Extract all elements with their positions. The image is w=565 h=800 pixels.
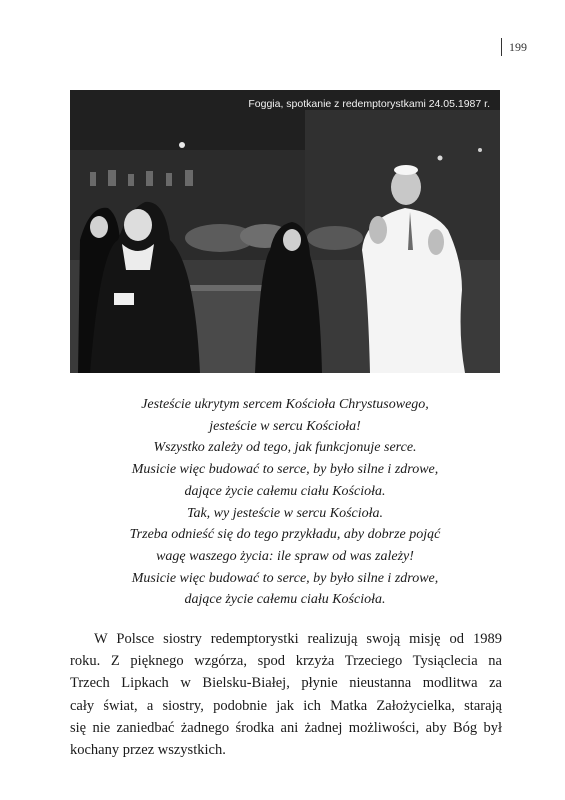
poem-line: dające życie całemu ciału Kościoła. (184, 483, 386, 499)
poem-quote (70, 394, 500, 611)
poem-line: Trzeba odnieść się do tego przykładu, aby dobrze pojąć (129, 527, 441, 543)
paragraph-line: W Polsce siostry redemptorystki realizują swoją misję od 1989 (94, 631, 502, 647)
poem-line: Tak, wy jesteście w sercu Kościoła. (186, 505, 384, 521)
poem-line: Jesteście ukrytym sercem Kościoła Chrystusowego, (141, 397, 429, 412)
photo-image (70, 90, 500, 373)
poem-line: wagę waszego życia: ile spraw od was zależy! (156, 548, 414, 564)
poem-line: jesteście w sercu Kościoła! (209, 418, 361, 434)
body-paragraph (70, 628, 502, 761)
photo-caption: Foggia, spotkanie z redemptorystkami 24.05.1987 r. (248, 98, 490, 110)
poem-line: Wszystko zależy od tego, jak funkcjonuje serce. (153, 440, 417, 456)
paragraph-line: się nie zaniedbać żadnego środka ani żadnej możliwości, aby Bóg był (70, 719, 502, 736)
poem-line: dające życie całemu ciału Kościoła. (184, 592, 386, 608)
poem-line: Musicie więc budować to serce, by było silne i zdrowe, (131, 462, 439, 478)
paragraph-line: roku. Z pięknego wzgórza, spod krzyża Trzeciego Tysiąclecia na (70, 653, 502, 670)
photo (70, 90, 500, 373)
paragraph-line: kochany przez wszystkich. (70, 742, 226, 759)
paragraph-line: Trzech Lipkach w Bielsku-Białej, płynie nieustanna modlitwa za (70, 675, 502, 692)
poem-line: Musicie więc budować to serce, by było silne i zdrowe, (131, 570, 439, 586)
page-number: 199 (501, 38, 527, 56)
paragraph-line: cały świat, a siostry, podobnie jak ich Matka Założycielka, starają (70, 697, 502, 714)
